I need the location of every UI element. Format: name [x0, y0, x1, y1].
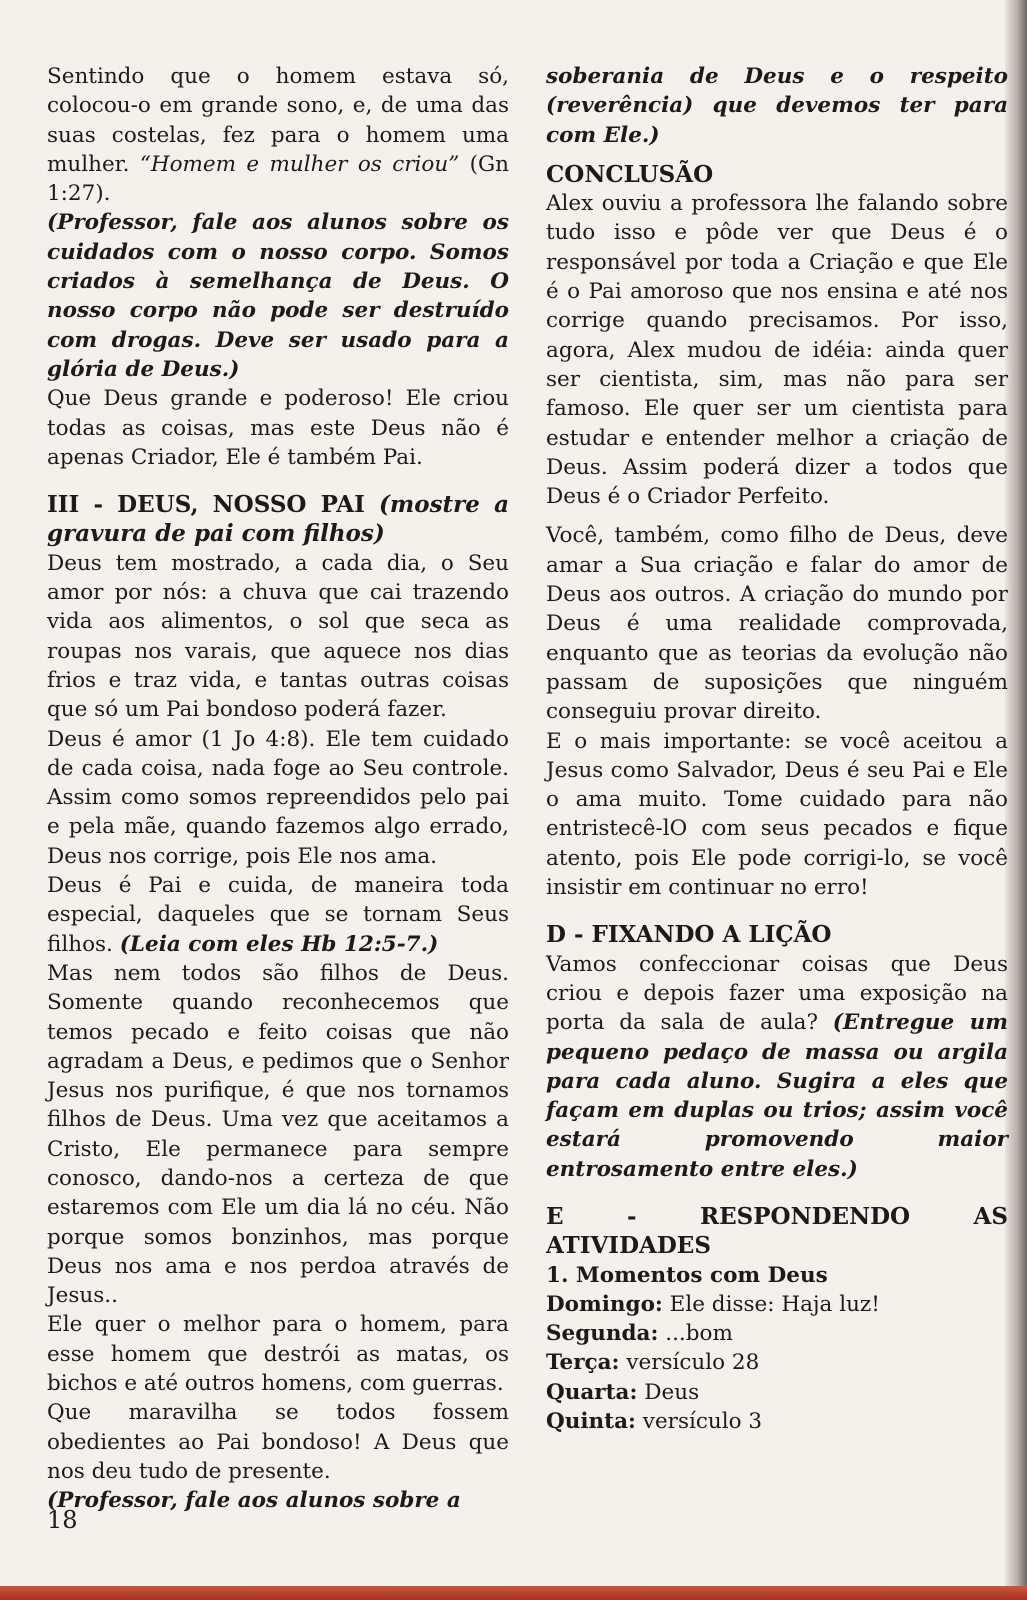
activity-row — [546, 1407, 1008, 1436]
paragraph-children: Mas nem todos são filhos de Deus. Somente quando reconhecemos que temos pecado e feito coisas que não agradam a Deus, e pedimos que o Senhor Jesus nos purifique, é que nos tornamos filhos de Deus. Uma vez que aceitamos a Cristo, Ele permanece para sempre conosco, dando-nos a certeza de que estaremos com Ele um dia lá no céu. Não porque somos bonzinhos, mas porque Deus nos ama e nos perdoa através de Jesus.. — [47, 960, 509, 1309]
activity-day: Quarta: — [546, 1379, 638, 1405]
activity-day: Terça: — [546, 1350, 620, 1376]
activity-row — [546, 1319, 1008, 1348]
paragraph-creator: Que Deus grande e poderoso! Ele criou todas as coisas, mas este Deus não é apenas Criador, Ele é também Pai. — [47, 386, 509, 470]
genesis-quote: “Homem e mulher os criou” — [139, 151, 460, 177]
craft-text: Vamos confeccionar coisas que Deus criou e depois fazer uma exposição na porta da sala de aula? — [546, 951, 1008, 1036]
teacher-note-sovereignty-end: soberania de Deus e o respeito (reverência) que devemos ter para com Ele.) — [546, 64, 1008, 148]
section-3-note: (mostre a gravura de pai com filhos) — [47, 491, 510, 548]
paragraph-alex: Alex ouviu a professora lhe falando sobre tudo isso e pôde ver que Deus é o responsável por toda a Criação e que Ele é o Pai amoroso que nos ensina e até nos corrige quando precisamos. Por isso, agora, Alex mudou de idéia: ainda quer ser cientista, sim, mas não para ser famoso. Ele quer ser um cientista para estudar e entender melhor a criação de Deus. Assim poderá dizer a todos que Deus é o Criador Perfeito. — [546, 191, 1008, 510]
paragraph-you: Você, também, como filho de Deus, deve amar a Sua criação e falar do amor de Deus aos outros. A criação do mundo por Deus é uma realidade comprovada, enquanto que as teorias da evolução não passam de suposições que ninguém conseguiu provar direito. — [546, 523, 1008, 725]
teacher-note-body-care: (Professor, fale aos alunos sobre os cuidados com o nosso corpo. Somos criados à semelhança de Deus. O nosso corpo não pode ser destruído com drogas. Deve ser usado para a glória de Deus.) — [47, 210, 509, 382]
craft-note: (Entregue um pequeno pedaço de massa ou argila para cada aluno. Sugira a eles que façam em duplas ou trios; assim você estará promovendo maior entrosamento entre eles.) — [546, 1010, 1008, 1182]
activity-day: Quinta: — [546, 1409, 636, 1435]
intro-text: Sentindo que o homem estava só, colocou-o em grande sono, e, de uma das suas costelas, fez para o homem uma mulher. — [47, 64, 509, 177]
activity-answer: versículo 28 — [619, 1350, 760, 1376]
section-d-heading: D - FIXANDO A LIÇÃO — [546, 921, 832, 949]
activity-title: 1. Momentos com Deus — [546, 1262, 828, 1288]
paragraph-god-is-love: Deus é amor (1 Jo 4:8). Ele tem cuidado de cada coisa, nada foge ao Seu controle. Assim como somos repreendidos pelo pai e pela mãe, quando fazemos algo errado, Deus nos corrige, pois Ele nos ama. — [47, 726, 509, 869]
teacher-note-sovereignty-start: (Professor, fale aos alunos sobre a — [47, 1488, 461, 1514]
paragraph-best: Ele quer o melhor para o homem, para esse homem que destrói as matas, os bichos e até outros homens, com guerras. — [47, 1312, 509, 1397]
activity-answer: ...bom — [658, 1321, 733, 1347]
paragraph-craft — [546, 950, 1008, 1184]
activity-row — [546, 1348, 1008, 1377]
section-e-heading: E - RESPONDENDO AS ATIVIDADES — [546, 1202, 1008, 1260]
conclusion-heading: CONCLUSÃO — [546, 160, 714, 188]
section-3-heading — [47, 490, 509, 549]
paragraph-obedient: Que maravilha se todos fossem obedientes ao Pai bondoso! A Deus que nos deu tudo de presente. — [47, 1400, 509, 1484]
section-3-title: III - DEUS, NOSSO PAI — [47, 491, 365, 519]
activity-row — [546, 1290, 1008, 1319]
page-number: 18 — [47, 1506, 78, 1534]
genesis-reference: (Gn 1:27). — [47, 151, 509, 207]
intro-paragraph — [47, 62, 509, 208]
activity-day: Domingo: — [546, 1291, 663, 1317]
paragraph-love: Deus tem mostrado, a cada dia, o Seu amor por nós: a chuva que cai trazendo vida aos alimentos, o sol que seca as roupas nos varais, que aquece nos dias frios e traz vida, e tantas outras coisas que só um Pai bondoso poderá fazer. — [47, 550, 509, 723]
read-hebrews-note: (Leia com eles Hb 12:5-7.) — [119, 931, 439, 957]
bottom-color-band — [0, 1586, 1027, 1600]
activity-day: Segunda: — [546, 1321, 659, 1347]
activity-answer: versículo 3 — [635, 1409, 763, 1435]
paragraph-father — [47, 871, 509, 959]
activity-row — [546, 1378, 1008, 1407]
paragraph-important: E o mais importante: se você aceitou a Jesus como Salvador, Deus é seu Pai e Ele o ama muito. Tome cuidado para não entristecê-lO com seus pecados e fique atento, pois Ele pode corrigi-lo, se você insistir em continuar no erro! — [546, 728, 1008, 901]
activity-answer: Ele disse: Haja luz! — [662, 1291, 880, 1317]
right-column — [546, 62, 1008, 1436]
left-column — [47, 62, 509, 1516]
activity-answer: Deus — [637, 1379, 700, 1405]
father-text: Deus é Pai e cuida, de maneira toda especial, daqueles que se tornam Seus filhos. — [47, 873, 509, 957]
page-edge-shadow — [1005, 0, 1027, 1600]
